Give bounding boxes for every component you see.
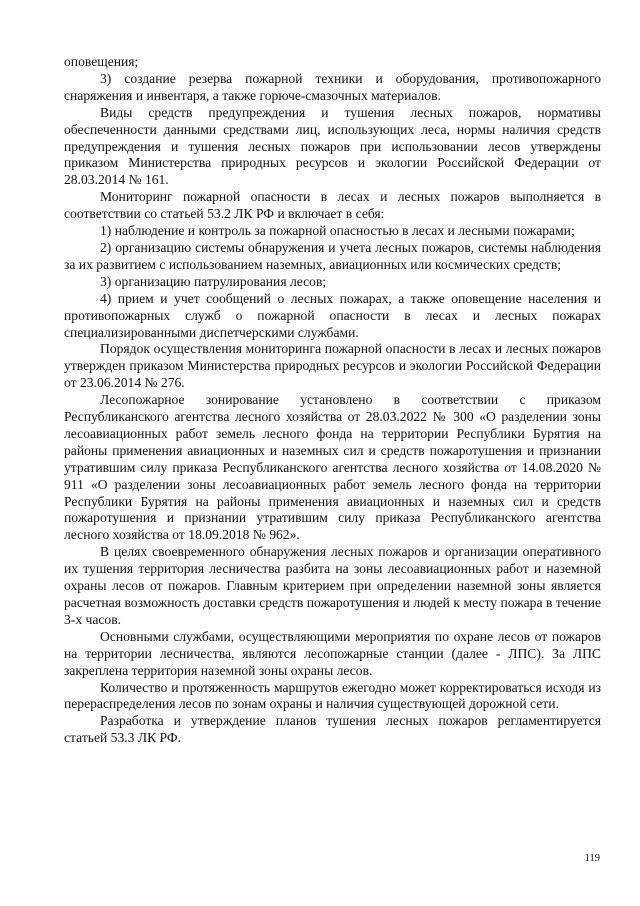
paragraph-13: Количество и протяженность маршрутов ежегодно может корректироваться исходя из перераспределения лесов по зонам охраны и наличия существующей дорожной сети. bbox=[64, 679, 601, 712]
paragraph-7: 3) организацию патрулирования лесов; bbox=[100, 273, 327, 289]
paragraph-5: 1) наблюдение и контроль за пожарной опасностью в лесах и лесными пожарами; bbox=[100, 223, 575, 239]
paragraph-4: Мониторинг пожарной опасности в лесах и лесных пожаров выполняется в соответствии со статьей 53.2 ЛК РФ и включает в себя: bbox=[64, 189, 601, 222]
paragraph-10: Лесопожарное зонирование установлено в соответствии с приказом Республиканского агентства лесного хозяйства от 28.03.2022 № 300 «О разделении зоны лесоавиационных работ земель лесного фонда на территории Республики Бурятия на районы применения авиационных и наземных сил и средств пожаротушения и признании утратившим силу приказа Республиканского агентства лесного хозяйства от 14.08.2020 № 911 «О разделении зоны лесоавиационных работ земель лесного фонда на территории Республики Бурятия на районы применения авиационных и наземных сил и средств пожаротушения и признании утратившим силу приказа Республиканского агентства лесного хозяйства от 18.09.2018 № 962». bbox=[64, 392, 601, 543]
paragraph-1: оповещения; bbox=[64, 54, 139, 69]
paragraph-2: 3) создание резерва пожарной техники и оборудования, противопожарного снаряжения и инвентаря, а также горюче-смазочных материалов. bbox=[64, 70, 601, 103]
paragraph-6: 2) организацию системы обнаружения и учета лесных пожаров, системы наблюдения за их развитием с использованием наземных, авиационных или космических средств; bbox=[64, 239, 601, 272]
paragraph-8: 4) прием и учет сообщений о лесных пожарах, а также оповещение населения и противопожарных служб о пожарной опасности в лесах и лесных пожарах специализированными диспетчерскими службами. bbox=[64, 290, 601, 340]
paragraph-11: В целях своевременного обнаружения лесных пожаров и организации оперативного их тушения территория лесничества разбита на зоны лесоавиационных работ и наземной охраны лесов от пожаров. Главным критерием при определении наземной зоны является расчетная возможность доставки средств пожаротушения и людей к месту пожара в течение 3-х часов. bbox=[64, 544, 601, 627]
paragraph-12: Основными службами, осуществляющими мероприятия по охране лесов от пожаров на территории лесничества, являются лесопожарные станции (далее - ЛПС). За ЛПС закреплена территория наземной зоны охраны лесов. bbox=[64, 628, 601, 678]
document-page bbox=[64, 54, 601, 747]
paragraph-3: Виды средств предупреждения и тушения лесных пожаров, нормативы обеспеченности данными средствами лиц, использующих леса, нормы наличия средств предупреждения и тушения лесных пожаров при использовании лесов утверждены приказом Министерства природных ресурсов и экологии Российской Федерации от 28.03.2014 № 161. bbox=[64, 104, 601, 188]
paragraph-9: Порядок осуществления мониторинга пожарной опасности в лесах и лесных пожаров утвержден приказом Министерства природных ресурсов и экологии Российской Федерации от 23.06.2014 № 276. bbox=[64, 341, 601, 391]
page-number: 119 bbox=[584, 853, 600, 864]
paragraph-14: Разработка и утверждение планов тушения лесных пожаров регламентируется статьей 53.3 ЛК РФ. bbox=[64, 713, 601, 746]
